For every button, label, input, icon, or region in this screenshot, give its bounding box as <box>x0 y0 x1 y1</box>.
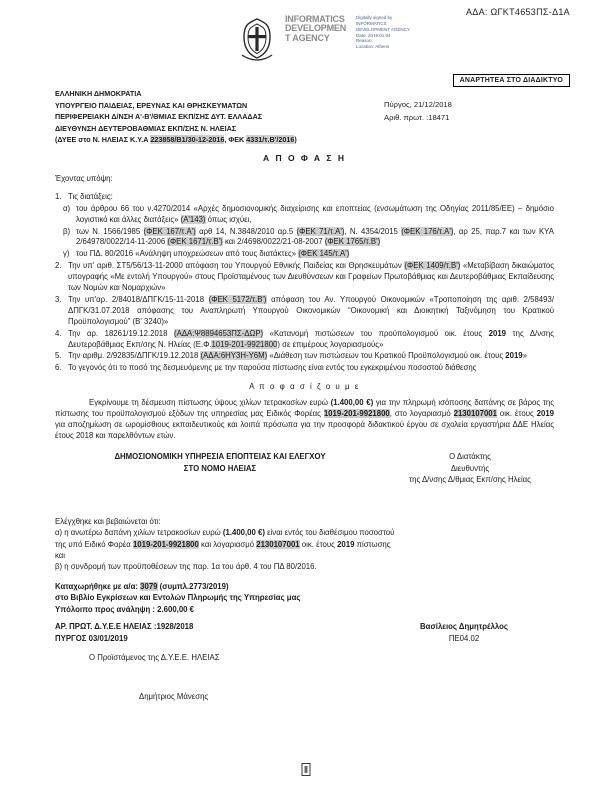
signature-details <box>356 15 428 50</box>
header-line: (ΔΥΕΕ στο Ν. ΗΛΕΙΑΣ Κ.Υ.Α 223858/Β1/30-12-2016, ΦΕΚ 4331/τ.Β'/2016) <box>55 135 297 145</box>
protocol-lines <box>55 621 193 646</box>
signature-agency-line: INFORMATICS <box>285 14 345 24</box>
audit-check-line: β) η συνδρομή των προϋποθέσεων της παρ. 1α του άρθ. 4 του ΠΔ 80/2016. <box>55 562 317 572</box>
orderer-signature <box>374 621 554 646</box>
registration-lines <box>55 581 554 616</box>
orderer-header <box>386 451 554 486</box>
header-line: ΕΛΛΗΝΙΚΗ ΔΗΜΟΚΡΑΤΙΑ <box>55 89 142 98</box>
head-name: Δημήτριος Μάνεσης <box>139 691 209 701</box>
orderer-header-line: της Δ/νσης Δ/θμιας Εκπ/σης Ηλείας <box>409 475 531 485</box>
audit-office-line: ΔΗΜΟΣΙΟΝΟΜΙΚΗ ΥΠΗΡΕΣΙΑ ΕΠΟΠΤΕΙΑΣ ΚΑΙ ΕΛΕΓΧΟΥ <box>114 452 326 462</box>
considerations-list <box>55 192 554 375</box>
anartitea-box: ΑΝΑΡΤΗΤΕΑ ΣΤΟ ΔΙΑΔΙΚΤΥΟ <box>453 74 570 87</box>
header-left <box>55 88 297 146</box>
header-line: ΔΙΕΥΘΥΝΣΗ ΔΕΥΤΕΡΟΒΑΘΜΙΑΣ ΕΚΠ/ΣΗΣ Ν. ΗΛΕΙΑΣ <box>55 123 237 133</box>
registration-line: Καταχωρήθηκε με α/α: 3079 (συμπλ.2773/2019) <box>55 581 229 591</box>
audit-office-line: ΣΤΟ ΝΟΜΟ ΗΛΕΙΑΣ <box>183 463 257 473</box>
consideration-item: α) του άρθρου 66 του ν.4270/2014 «Αρχές δημοσιονομικής διαχείρισης και εποπτείας (ενσωμάτωση της Οδηγίας 2011/85/ΕΕ) – δημόσιο λογιστικό και άλλες διατάξεις» (Α'143) όπως ισχύει, <box>63 203 554 224</box>
signature-headers-row <box>55 451 554 486</box>
protocol-number: Αριθ. πρωτ. :18471 <box>384 112 450 122</box>
registration-line: Υπόλοιπο προς ανάληψη : 2.600,00 € <box>55 605 194 615</box>
signature-agency-name <box>285 15 349 43</box>
signature-agency-line: DEVELOPMEN <box>285 23 347 34</box>
decision-title: Α Π Ο Φ Α Σ Η <box>262 153 347 163</box>
registration-line: στο Βιβλίο Εγκρίσεων και Εντολών Πληρωμής της Υπηρεσίας μας <box>55 593 301 603</box>
consideration-item: 3. Την υπ'αρ. 2/84018/ΔΠΓΚ/15-11-2018 (ΦΕΚ 5172/τ.Β') απόφαση του Αν. Υπουργού Οικονομικών «Τροποποίηση της αριθ. 2/58493/ΔΠΓΚ/31.07.2018 απόφασης του Αναπληρωτή Υπουργού Οικονομικών “Οικονομική και Διοικητική Ταξινόμηση του Κρατικού Προϋπολογισμού” (Β' 3240)» <box>55 294 554 326</box>
signature-agency-line: T AGENCY <box>285 32 330 43</box>
audit-check-line: α) η ανωτέρω δαπάνη χιλίων τετρακοσίων ευρώ (1.400,00 €) είναι εντός του διαθέσιμου ποσοστού της υπό Ειδικό Φορέα 1019-201-9921800 και λογαριασμό 2130107001 οικ. έτους 2019 πίστωσης και <box>55 528 395 561</box>
consideration-item: β) των Ν. 1566/1985 (ΦΕΚ 167/τ.Α') αρθ 14, Ν.3848/2010 αρ.5 (ΦΕΚ 71/τ.Α'), Ν. 4354/2015 (ΦΕΚ 176/τ.Α'), αρ 25, παρ.7 και των ΚΥΑ 2/64978/0022/14-11-2006 (ΦΕΚ 1671/τ.Β') και 2/4698/0022/21-08-2007 (ΦΕΚ 1765/τ.Β') <box>63 226 554 247</box>
greek-emblem-icon <box>236 15 278 61</box>
signature-detail-line: Digitally signed by <box>356 15 393 20</box>
signature-detail-line: INFORMATICS <box>356 20 387 26</box>
signature-detail-line: Date: 2019.01.04 <box>356 32 391 38</box>
audit-checks <box>55 516 395 572</box>
signature-detail-line: Reason: <box>356 38 373 44</box>
audit-office-header <box>55 451 385 486</box>
consideration-item: 6. Το γεγονός ότι το ποσό της δεσμευόμενης με την παρούσα πίστωσης είναι εντός του εγκεκριμένου ποσοστού διάθεσης <box>55 363 477 373</box>
audit-check-line: Ελέγχθηκε και βεβαιώνεται ότι: <box>55 517 161 527</box>
head-title: Ο Προϊστάμενος της Δ.Υ.Ε.Ε. ΗΛΕΙΑΣ <box>89 652 220 662</box>
decide-heading: Α π ο φ α σ ί ζ ο υ μ ε <box>249 382 360 392</box>
signer-name: Βασίλειος Δημητρέλλος <box>420 621 508 631</box>
bottom-row <box>55 621 554 646</box>
orderer-header-line: Διευθυντής <box>450 463 490 473</box>
consideration-item: γ) του ΠΔ. 80/2016 «Ανάληψη υποχρεώσεων από τους διατάκτες» (ΦΕΚ 145/τ.Α') <box>63 249 350 259</box>
consideration-item: 5. Την αριθμ. 2/92835/ΔΠΓΚ/19.12.2018 (ΑΔΑ:6ΗΥ3Η-Υ6Μ) «Διάθεση των πιστώσεων του Κρατικού Προϋπολογισμού οικ. έτους 2019» <box>55 351 527 361</box>
consideration-item: 2. Την υπ' αριθ. ΣΤ5/56/13-11-2000 απόφαση του Υπουργού Εθνικής Παιδείας και Θρησκευμάτων (ΦΕΚ 1409/τ.Β') «Μεταβίβαση δικαιώματος υπογραφής «Με εντολή Υπουργού» στους Προϊσταμένους των Διευθύνσεων και Γραφείων Πρωτοβάθμιας και Δευτεροβάθμιας Εκπαίδευσης των Νομών και Νομαρχιών» <box>55 261 554 293</box>
header-line: ΠΕΡΙΦΕΡΕΙΑΚΗ Δ/ΝΣΗ Α'-Β'/ΘΜΙΑΣ ΕΚΠ/ΣΗΣ ΔΥΤ. ΕΛΛΑΔΑΣ <box>55 112 263 122</box>
ada-code: ΑΔΑ: ΩΓΚΤ4653ΠΣ-Δ1Α <box>465 7 570 17</box>
header-right <box>384 99 452 125</box>
place-date: Πύργος, 21/12/2018 <box>384 100 452 109</box>
having-regard: Έχοντας υπόψη: <box>55 173 113 183</box>
signature-detail-line: DEVELOPMENT AGENCY <box>356 26 410 32</box>
decision-paragraph: Εγκρίνουμε τη δέσμευση πίστωσης ύψους χιλίων τετρακοσίων ευρώ (1.400,00 €) για την πληρωμή ισόποσης δαπάνης σε βάρος της πίστωσης του προϋπολογισμού εξόδων της υπηρεσίας μας Ειδικός Φορέας 1019-201-9921800, στο λογαριασμό 2130107001 οικ. έτους 2019 για αποζημίωση σε ωρομίσθιους εκπαιδευτικούς και λοιπά πρόσωπα για την προσφορά διδακτικού έργου σε σχολεία εργαστήρια ΔΔΕ Ηλείας έτους 2018 και παρελθόντων ετών. <box>55 398 555 441</box>
signer-grade: ΠΕ04.02 <box>448 634 480 644</box>
consideration-item: 1. Τις διατάξεις: <box>55 191 113 201</box>
page-stamp-icon <box>302 763 311 776</box>
signature-detail-line: Location: Athens <box>356 44 390 50</box>
header-line: ΥΠΟΥΡΓΕΙΟ ΠΑΙΔΕΙΑΣ, ΕΡΕΥΝΑΣ ΚΑΙ ΘΡΗΣΚΕΥΜΑΤΩΝ <box>55 100 248 110</box>
protocol-bottom-line: ΑΡ. ΠΡΩΤ. Δ.Υ.Ε.Ε ΗΛΕΙΑΣ :1928/2018 <box>55 621 194 631</box>
protocol-bottom-line: ΠΥΡΓΟΣ 03/01/2019 <box>55 634 128 644</box>
orderer-header-line: Ο Διατάκτης <box>449 452 491 462</box>
digital-signature-block <box>236 15 428 61</box>
document-body <box>55 153 554 702</box>
consideration-item: 4. Την αρ. 18261/19.12.2018 (ΑΔΑ:Ψ8894653ΠΣ-ΔΩΡ) «Κατανομή πιστώσεων του προϋπολογισμού οικ. έτους 2019 της Δ/νσης Δευτεροβάθμιας Εκπ/σης Ν. Ηλείας (Ε.Φ.1019-201-9921800) σε επιμέρους λογαριασμούς» <box>55 328 555 349</box>
